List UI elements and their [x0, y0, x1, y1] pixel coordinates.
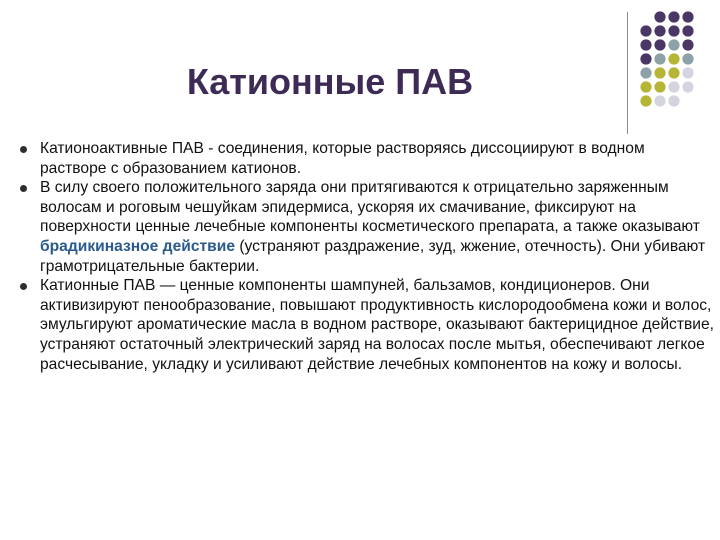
- decorative-dot: [654, 95, 665, 106]
- decorative-dot: [640, 95, 651, 106]
- decorative-dot: [654, 67, 665, 78]
- decorative-dot: [668, 81, 679, 92]
- decorative-dot: [654, 39, 665, 50]
- decorative-dot: [640, 25, 651, 36]
- decorative-dot: [640, 53, 651, 64]
- decorative-dot: [654, 81, 665, 92]
- bullet-dot-icon: [20, 185, 27, 192]
- bullet-dot-icon: [20, 146, 27, 153]
- decorative-dot: [668, 11, 679, 22]
- bullet-text: Катионные ПАВ — ценные компоненты шампуней, бальзамов, кондиционеров. Они активизируют пенообразование, повышают продуктивность кислородообмена кожи и волос, эмульгируют ароматические масла в водном растворе, оказывают бактерицидное действие, устраняют остаточный электрический заряд на волосах после мытья, обеспечивают легкое расчесывание, укладку и усиливают действие лечебных компонентов на кожу и волосы.: [40, 277, 714, 373]
- divider-line: [627, 12, 628, 134]
- bullet-item-2: [20, 178, 714, 276]
- decorative-dot: [682, 11, 693, 22]
- decorative-dot: [668, 39, 679, 50]
- decorative-dot: [668, 25, 679, 36]
- bullet-dot-icon: [20, 283, 27, 290]
- decorative-dot: [682, 81, 693, 92]
- decorative-dot: [668, 95, 679, 106]
- bullet-item-1: [20, 139, 714, 178]
- decorative-dot-grid: [639, 10, 709, 110]
- bullet-list: [20, 139, 714, 374]
- slide-title: Катионные ПАВ: [186, 61, 474, 102]
- decorative-dot: [682, 25, 693, 36]
- bullet-item-3: [20, 276, 714, 374]
- decorative-dot: [654, 11, 665, 22]
- decorative-dot: [640, 39, 651, 50]
- dot-grid-svg: [639, 10, 709, 110]
- decorative-dot: [682, 39, 693, 50]
- decorative-dot: [668, 53, 679, 64]
- decorative-dot: [668, 67, 679, 78]
- bullet-text: Катионоактивные ПАВ - соединения, которые растворяясь диссоциируют в водном растворе с образованием катионов.: [40, 140, 645, 177]
- bullet-text-after: (устраняют раздражение, зуд, жжение, отечность). Они убивают грамотрицательные бактерии.: [40, 237, 706, 275]
- decorative-dot: [682, 67, 693, 78]
- decorative-dot: [654, 53, 665, 64]
- bullet-text-before: В силу своего положительного заряда они притягиваются к отрицательно заряженным волосам и роговым чешуйкам эпидермиса, ускоряя их смачивание, фиксируют на поверхности ценные лечебные компоненты косметического препарата, а также оказывают: [40, 179, 700, 236]
- decorative-dot: [682, 53, 693, 64]
- highlighted-term: брадикиназное действие: [40, 237, 235, 255]
- decorative-dot: [640, 81, 651, 92]
- decorative-dot: [654, 25, 665, 36]
- decorative-dot: [640, 67, 651, 78]
